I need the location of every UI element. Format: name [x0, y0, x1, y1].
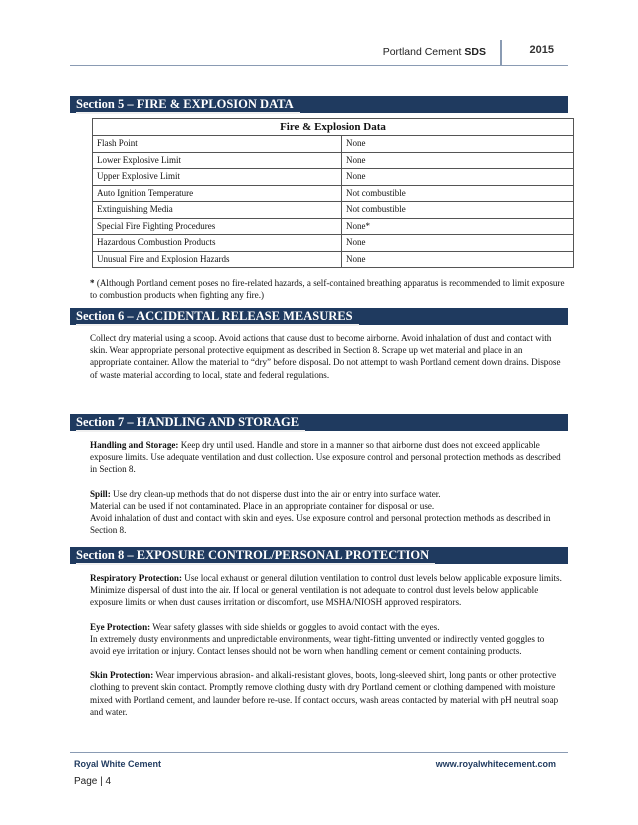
section-5-heading: Section 5 – FIRE & EXPLOSION DATA — [70, 96, 568, 113]
header-divider — [500, 40, 502, 66]
table-title: Fire & Explosion Data — [93, 119, 574, 136]
spill-text: Spill: Use dry clean-up methods that do not disperse dust into the air or entry into surface water. Material can be used if not contaminated. Place in an appropriate container for disposal or use. Avoid inhalation of dust and contact with skin and eyes. Use exposure control and personal protection methods as described in Section 8. — [90, 488, 551, 536]
section-8-heading: Section 8 – EXPOSURE CONTROL/PERSONAL PROTECTION — [70, 547, 568, 564]
section-7 — [70, 414, 568, 536]
table-row: Special Fire Fighting Procedures None* — [93, 218, 574, 235]
header-rule — [70, 65, 568, 66]
respiratory-protection-text: Respiratory Protection: Use local exhaust or general dilution ventilation to control dust levels below applicable exposure limits. Minimize dispersal of dust into the air. If local or general ventilation is not adequate to control dust levels below applicable exposure limits or when dust causes irritation or discomfort, use MSHA/NIOSH approved respirators. — [90, 573, 562, 608]
footer-website[interactable]: www.royalwhitecement.com — [435, 759, 556, 769]
eye-protection-text: Eye Protection: Wear safety glasses with side shields or goggles to avoid contact with the eyes. In extremely dusty environments and unpredictable environments, wear tight-fitting unvented or indirectly vented goggles to avoid eye irritation or injury. Contact lenses should not be worn when handling cement or cement containing products. — [90, 621, 545, 657]
page-header — [70, 40, 568, 64]
document-year: 2015 — [529, 44, 554, 56]
table-row: Flash Point None — [93, 136, 574, 153]
document-title: Portland Cement SDS — [382, 46, 486, 58]
skin-protection-text: Skin Protection: Wear impervious abrasion- and alkali-resistant gloves, boots, long-sleeved shirt, long pants or other protective clothing to prevent skin contact. Promptly remove clothing dusty with dry Portland cement or clothing dampened with moisture mixed with Portland cement, and launder before re-use. If contact occurs, wash areas contacted by material with pH neutral soap and water. — [90, 670, 559, 717]
accidental-release-text: Collect dry material using a scoop. Avoid actions that cause dust to become airborne. Avoid inhalation of dust and contact with skin. Wear appropriate personal protective equipment as described in Section 8. Scrape up wet material and place in an appropriate container. Allow the material to “dry” before disposal. Do not attempt to wash Portland cement down drains. Dispose of waste material according to local, state and federal regulations. — [90, 333, 561, 380]
table-row: Upper Explosive Limit None — [93, 169, 574, 186]
page-number: Page | 4 — [74, 776, 112, 787]
section-6 — [70, 308, 568, 381]
section-5 — [70, 96, 568, 301]
footer-rule — [70, 752, 568, 753]
table-row: Auto Ignition Temperature Not combustible — [93, 185, 574, 202]
table-row: Hazardous Combustion Products None — [93, 235, 574, 252]
section-7-heading: Section 7 – HANDLING AND STORAGE — [70, 414, 568, 431]
handling-storage-text: Handling and Storage: Keep dry until used. Handle and store in a manner so that airborne dust does not exceed applicable exposure limits. Use adequate ventilation and dust collection. Use exposure control and personal protection methods as described in Section 8. — [90, 440, 561, 475]
section-6-heading: Section 6 – ACCIDENTAL RELEASE MEASURES — [70, 308, 568, 325]
table-row: Extinguishing Media Not combustible — [93, 202, 574, 219]
fire-explosion-table — [92, 118, 574, 268]
footer-company: Royal White Cement — [74, 759, 162, 769]
section-8 — [70, 547, 568, 718]
fire-note: * (Although Portland cement poses no fire-related hazards, a self-contained breathing apparatus is recommended to limit exposure to combustion products when fighting any fire.) — [90, 278, 565, 301]
table-row: Lower Explosive Limit None — [93, 152, 574, 169]
table-row: Unusual Fire and Explosion Hazards None — [93, 251, 574, 268]
